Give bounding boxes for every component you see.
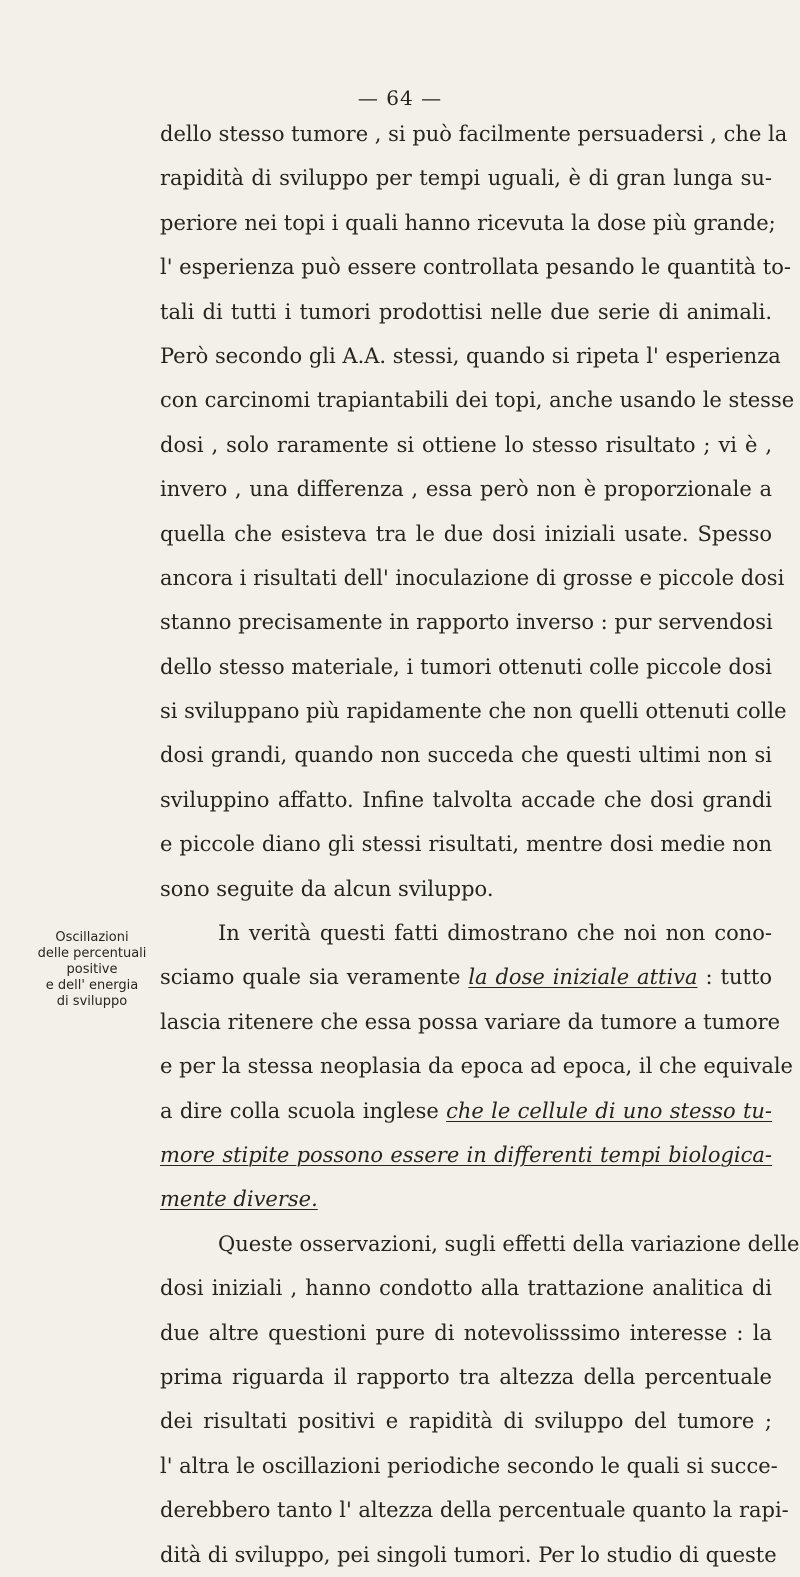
marginal-note-line: Oscillazioni [55, 930, 129, 945]
text-line: In verità questi fatti dimostrano che noi non cono- [218, 921, 772, 946]
text-line: l' altra le oscillazioni periodiche secondo le quali si succe- [160, 1453, 778, 1478]
text-line: dosi , solo raramente si ottiene lo stesso risultato ; vi è , [160, 432, 772, 457]
text-run: a dire colla scuola inglese [160, 1098, 447, 1123]
text-line: dei risultati positivi e rapidità di sviluppo del tumore ; [160, 1409, 772, 1434]
text-line: periore nei topi i quali hanno ricevuta la dose più grande; [160, 210, 776, 235]
text-line: invero , una differenza , essa però non è proporzionale a [160, 477, 772, 502]
italic-phrase: che le cellule di uno stesso tu- [446, 1098, 772, 1123]
text-line: due altre questioni pure di notevolisssimo interesse : la [160, 1320, 772, 1345]
text-line: lascia ritenere che essa possa variare da tumore a tumore [160, 1009, 781, 1034]
text-line: sono seguite da alcun sviluppo. [160, 876, 494, 901]
body-text [160, 112, 800, 1577]
text-line: tali di tutti i tumori prodottisi nelle due serie di animali. [160, 299, 772, 324]
text-line: sviluppino affatto. Infine talvolta accade che dosi grandi [160, 787, 772, 812]
text-line: e piccole diano gli stessi risultati, mentre dosi medie non [160, 832, 772, 857]
text-line: dità di sviluppo, pei singoli tumori. Per lo studio di queste [160, 1542, 777, 1567]
marginal-note-line: di sviluppo [56, 994, 128, 1009]
text-line: derebbero tanto l' altezza della percentuale quanto la rapi- [160, 1498, 789, 1523]
marginal-note-line: delle percentuali [37, 946, 147, 961]
text-line: rapidità di sviluppo per tempi uguali, è di gran lunga su- [160, 166, 772, 191]
text-line: dello stesso tumore , si può facilmente persuadersi , che la [160, 122, 788, 146]
text-line: si sviluppano più rapidamente che non quelli ottenuti colle [160, 699, 787, 724]
text-line: con carcinomi trapiantabili dei topi, anche usando le stesse [160, 388, 795, 413]
text-run: : tutto [697, 965, 772, 990]
italic-line: more stipite possono essere in differenti tempi biologica- [160, 1142, 772, 1167]
italic-line: mente diverse. [160, 1187, 318, 1212]
text-line [160, 1089, 772, 1133]
italic-phrase: la dose iniziale attiva [468, 965, 698, 990]
text-line: prima riguarda il rapporto tra altezza della percentuale [160, 1364, 772, 1389]
text-line: Queste osservazioni, sugli effetti della variazione delle [218, 1231, 800, 1256]
text-line: stanno precisamente in rapporto inverso : pur servendosi [160, 610, 773, 635]
text-line: quella che esisteva tra le due dosi iniziali usate. Spesso [160, 521, 772, 546]
marginal-note [26, 930, 158, 1010]
marginal-note-line: positive [66, 962, 118, 977]
text-line: e per la stessa neoplasia da epoca ad epoca, il che equivale [160, 1054, 793, 1079]
text-line: dello stesso materiale, i tumori ottenuti colle piccole dosi [160, 654, 772, 679]
text-line: dosi grandi, quando non succeda che questi ultimi non si [160, 743, 772, 768]
page-number: — 64 — [357, 86, 443, 110]
text-line: ancora i risultati dell' inoculazione di grosse e piccole dosi [160, 565, 785, 590]
text-line: l' esperienza può essere controllata pesando le quantità to- [160, 255, 791, 280]
text-line: dosi iniziali , hanno condotto alla trattazione analitica di [160, 1276, 772, 1301]
text-line: Però secondo gli A.A. stessi, quando si ripeta l' esperienza [160, 343, 781, 368]
marginal-note-line: e dell' energia [45, 978, 139, 993]
text-run: sciamo quale sia veramente [160, 965, 469, 990]
text-line [160, 955, 772, 999]
